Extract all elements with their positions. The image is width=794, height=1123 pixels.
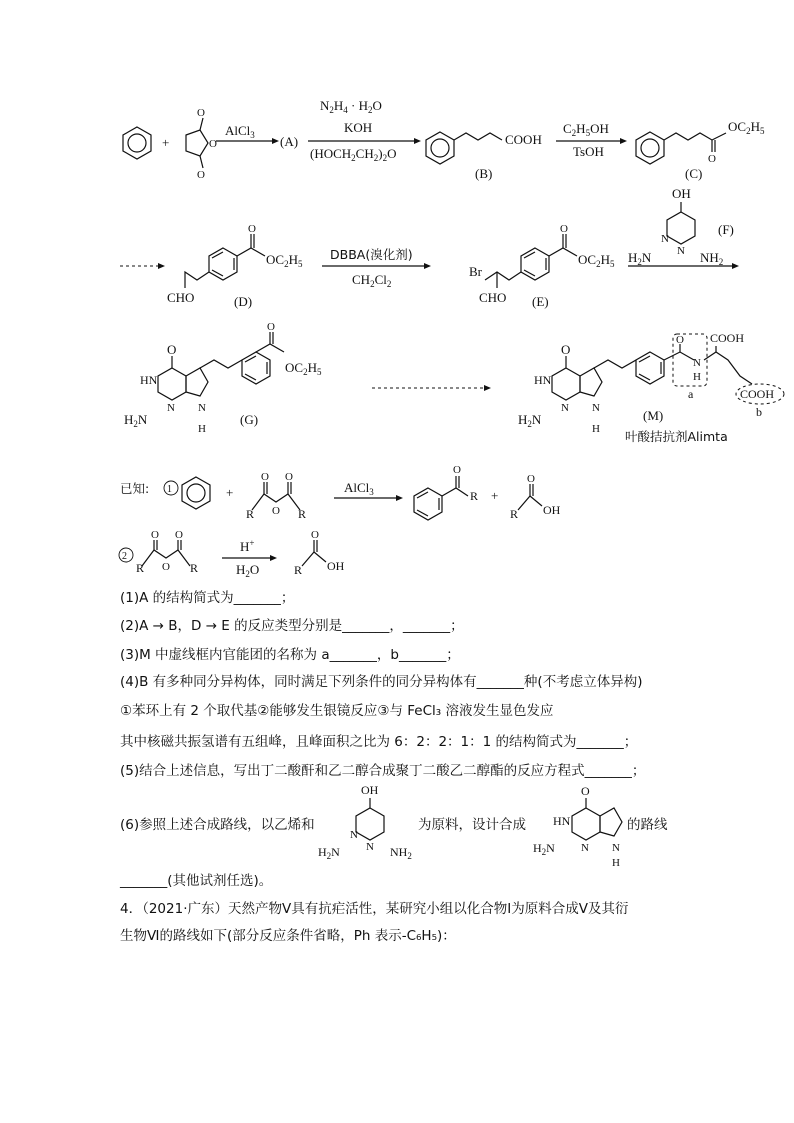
svg-text:O: O	[676, 334, 684, 346]
svg-text:OH: OH	[672, 186, 691, 201]
question-6-part-a: (6)参照上述合成路线，以乙烯和	[120, 817, 315, 833]
svg-text:H2N: $H_2N$	[628, 250, 652, 267]
svg-text:O: O	[560, 223, 568, 235]
compound-C-structure	[636, 119, 765, 181]
svg-text:H+: H+	[240, 538, 255, 554]
svg-text:已知:: 已知:	[120, 481, 150, 496]
question-6-part-d: _______(其他试剂任选)。	[120, 873, 273, 889]
svg-text:+: +	[491, 488, 499, 503]
svg-text:CHO: CHO	[479, 290, 507, 305]
svg-text:C2H5OH: $C_2H_5OH$	[563, 121, 609, 138]
compound-D-label: (D)	[234, 294, 253, 309]
svg-text:H2N: $H_2N$	[518, 412, 542, 429]
svg-text:H: H	[592, 423, 600, 435]
svg-text:H2N: $H_2N$	[124, 412, 148, 429]
svg-text:b: b	[756, 405, 762, 419]
svg-text:N: N	[366, 841, 374, 853]
svg-text:R: R	[294, 563, 303, 577]
compound-M-label: (M)	[643, 408, 664, 423]
question-6-part-c: 的路线	[627, 817, 668, 833]
svg-text:O: O	[197, 169, 205, 181]
svg-text:N2H4 · H2O: $N_2H_4 \cdot H_2O$	[320, 98, 382, 115]
svg-text:O: O	[581, 784, 590, 798]
svg-text:H2O: $H_2O$	[236, 562, 260, 579]
compound-M-structure	[518, 331, 784, 444]
compound-F-structure	[628, 186, 734, 267]
svg-text:a: a	[688, 387, 694, 401]
svg-text:O: O	[285, 471, 293, 483]
svg-text:N: N	[677, 245, 685, 257]
svg-text:N: N	[661, 233, 669, 245]
svg-text:KOH: KOH	[344, 120, 373, 135]
question-5: (5)结合上述信息，写出丁二酸酐和乙二醇合成聚丁二酸乙二醇酯的反应方程式_______；	[120, 763, 646, 779]
svg-text:O: O	[272, 505, 280, 517]
svg-text:HN: HN	[140, 373, 158, 387]
svg-text:O: O	[197, 107, 205, 119]
svg-text:COOH: COOH	[740, 387, 775, 401]
svg-text:DBBA(溴化剂): DBBA(溴化剂)	[330, 247, 413, 262]
svg-text:NH2: $NH_2$	[700, 250, 724, 267]
svg-text:R: R	[470, 489, 479, 503]
svg-text:R: R	[298, 507, 307, 521]
svg-text:O: O	[162, 561, 170, 573]
svg-text:N: N	[350, 829, 358, 841]
compound-B-structure	[426, 132, 542, 181]
compound-D-structure	[167, 223, 303, 309]
question-4-nmr: 其中核磁共振氢谱有五组峰，且峰面积之比为 6：2：2：1：1 的结构简式为_______；	[120, 734, 638, 750]
svg-text:OC2H5: $OC_2H_5$	[578, 252, 615, 269]
compound-A-label: (A)	[280, 134, 299, 149]
svg-text:H: H	[612, 857, 620, 869]
svg-text:O: O	[175, 529, 183, 541]
svg-text:HN: HN	[553, 814, 571, 828]
svg-text:R: R	[510, 507, 519, 521]
question-4: (4)B 有多种同分异构体，同时满足下列条件的同分异构体有_______种(不考虑立体异构)	[120, 674, 643, 690]
svg-text:O: O	[527, 473, 535, 485]
compound-G-label: (G)	[240, 412, 259, 427]
svg-text:N: N	[592, 402, 600, 414]
svg-text:OC2H5: $OC_2H_5$	[266, 252, 303, 269]
compound-C-label: (C)	[685, 166, 703, 181]
svg-text:O: O	[248, 223, 256, 235]
question-4-conditions: ①苯环上有 2 个取代基②能够发生银镜反应③与 FeCl₃ 溶液发生显色发应	[120, 703, 554, 719]
next-question-line-2: 生物Ⅵ的路线如下(部分反应条件省略，Ph 表示-C₆H₅)：	[120, 928, 456, 944]
svg-text:OC2H5: $OC_2H_5$	[728, 119, 765, 136]
svg-text:N: N	[561, 402, 569, 414]
svg-text:AlCl3: AlCl$_3$	[344, 480, 374, 497]
svg-text:O: O	[209, 138, 217, 150]
q6-target-structure	[533, 784, 622, 869]
svg-text:+: +	[162, 135, 170, 150]
svg-text:H2N: $H_2N$	[318, 845, 340, 861]
compound-B-label: (B)	[475, 166, 493, 181]
svg-text:N: N	[167, 402, 175, 414]
succinic-anhydride-structure	[186, 107, 217, 181]
svg-text:CH2Cl2: $CH_2Cl_2$	[352, 272, 392, 289]
svg-text:N: N	[198, 402, 206, 414]
svg-text:TsOH: TsOH	[573, 144, 604, 159]
svg-text:R: R	[246, 507, 255, 521]
benzene-structure	[123, 127, 151, 159]
svg-text:COOH: COOH	[710, 331, 745, 345]
svg-text:Br: Br	[469, 264, 482, 279]
svg-text:NH2: $NH_2$	[390, 845, 412, 861]
svg-text:1: 1	[167, 484, 172, 495]
question-3: (3)M 中虚线框内官能团的名称为 a_______，b_______；	[120, 647, 460, 663]
svg-text:H2N: $H_2N$	[533, 841, 555, 857]
svg-text:OC2H5: $OC_2H_5$	[285, 360, 322, 377]
svg-text:O: O	[561, 342, 571, 357]
svg-text:O: O	[261, 471, 269, 483]
svg-text:R: R	[190, 561, 199, 575]
question-2: (2)A → B，D → E 的反应类型分别是_______，_______；	[120, 618, 464, 634]
known-reaction-1	[120, 464, 561, 521]
svg-text:OH: OH	[361, 783, 379, 797]
svg-text:R: R	[136, 561, 145, 575]
compound-E-structure	[469, 223, 615, 309]
q6-reagent-structure	[318, 783, 412, 861]
compound-F-label: (F)	[718, 222, 734, 237]
compound-E-label: (E)	[532, 294, 549, 309]
svg-text:O: O	[151, 529, 159, 541]
svg-text:HN: HN	[534, 373, 552, 387]
svg-text:OH: OH	[327, 559, 345, 573]
next-question-line-1: 4．（2021·广东）天然产物Ⅴ具有抗疟活性，某研究小组以化合物Ⅰ为原料合成Ⅴ及其衍	[120, 901, 629, 917]
svg-text:2: 2	[122, 551, 127, 562]
svg-text:N: N	[581, 842, 589, 854]
svg-text:OH: OH	[543, 503, 561, 517]
svg-text:O: O	[708, 153, 716, 165]
svg-text:CHO: CHO	[167, 290, 195, 305]
svg-text:O: O	[453, 464, 461, 476]
question-1: (1)A 的结构简式为_______；	[120, 590, 295, 606]
svg-text:O: O	[267, 321, 275, 333]
compound-M-name: 叶酸拮抗剂Alimta	[625, 429, 728, 444]
question-6-part-b: 为原料，设计合成	[418, 817, 526, 833]
svg-text:O: O	[167, 342, 177, 357]
svg-text:O: O	[311, 529, 319, 541]
svg-text:AlCl3: AlCl$_3$	[225, 123, 255, 140]
svg-text:N: N	[612, 842, 620, 854]
compound-G-structure	[124, 321, 322, 435]
svg-text:(HOCH2CH2)2O: $(HOCH_2CH_2)_2O$	[310, 146, 397, 163]
svg-text:H: H	[693, 371, 701, 383]
svg-text:N: N	[693, 357, 701, 369]
svg-text:H: H	[198, 423, 206, 435]
known-reaction-2	[119, 529, 345, 579]
svg-text:COOH: COOH	[505, 132, 542, 147]
svg-text:+: +	[226, 485, 234, 500]
